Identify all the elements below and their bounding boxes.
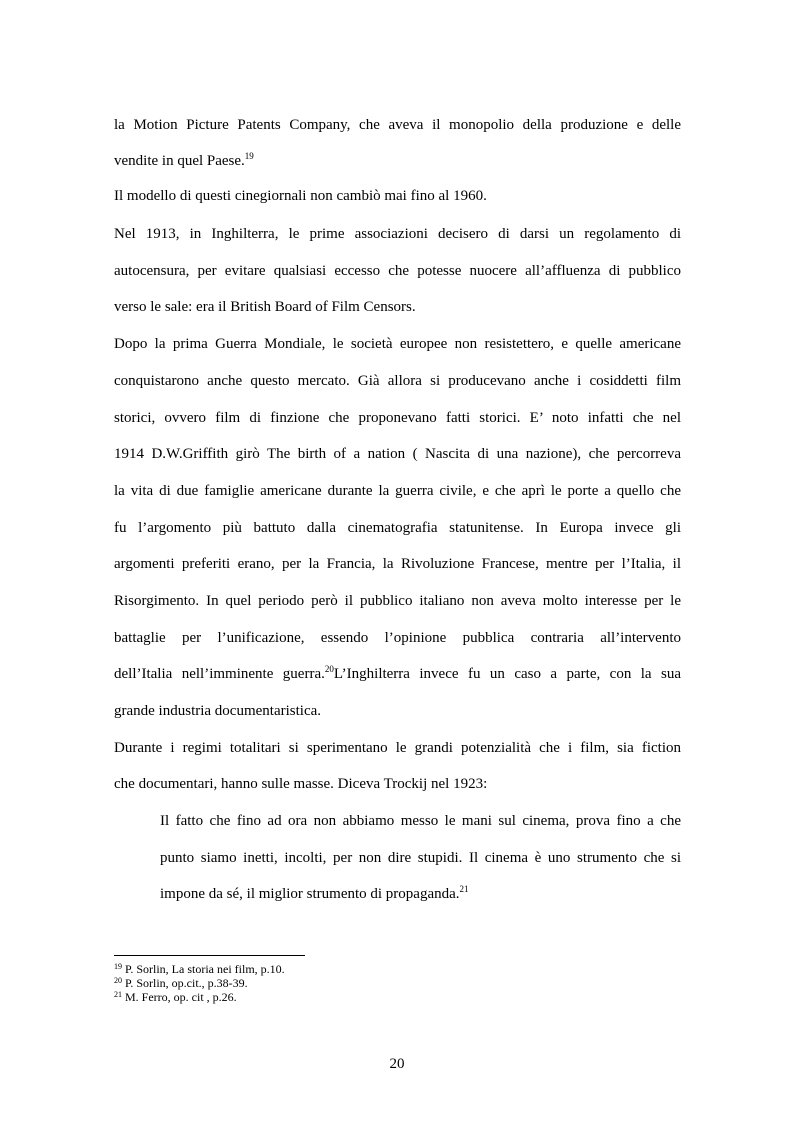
footnote-text: M. Ferro, op. cit , p.26. [125,990,237,1004]
footnote [114,977,248,990]
body-line: argomenti preferiti erano, per la Francia, la Rivoluzione Francese, mentre per l’Italia, il [114,556,681,572]
quote-line: punto siamo inetti, incolti, per non dire stupidi. Il cinema è uno strumento che si [160,850,681,866]
body-line: che documentari, hanno sulle masse. Diceva Trockij nel 1923: [114,776,488,792]
footnote-ref: 21 [459,884,469,894]
body-line: storici, ovvero film di finzione che proponevano fatti storici. E’ noto infatti che nel [114,410,681,426]
body-line: 1914 D.W.Griffith girò The birth of a nation ( Nascita di una nazione), che percorreva [114,446,681,462]
body-line: battaglie per l’unificazione, essendo l’opinione pubblica contraria all’intervento [114,630,681,646]
body-line: verso le sale: era il British Board of Film Censors. [114,299,416,315]
quote-line: impone da sé, il miglior strumento di propaganda.$^{21}$ [160,884,469,902]
body-line: Dopo la prima Guerra Mondiale, le società europee non resistettero, e quelle americane [114,336,681,352]
footnote-text: P. Sorlin, op.cit., p.38-39. [125,976,248,990]
body-line: vendite in quel Paese.$^{19}$ [114,151,254,169]
footnote-number: 19 [114,962,122,971]
footnote-ref: 19 [244,151,254,161]
footnote [114,991,237,1004]
body-line: conquistarono anche questo mercato. Già allora si producevano anche i cosiddetti film [114,373,681,389]
body-line: fu l’argomento più battuto dalla cinematografia statunitense. In Europa invece gli [114,520,681,536]
footnote-number: 20 [114,976,122,985]
body-line: autocensura, per evitare qualsiasi eccesso che potesse nuocere all’affluenza di pubblico [114,263,681,279]
quote-line: Il fatto che fino ad ora non abbiamo messo le mani sul cinema, prova fino a che [160,813,681,829]
footnote [114,963,285,976]
footnote-ref: 20 [324,664,334,674]
body-line: la vita di due famiglie americane durante la guerra civile, e che aprì le porte a quello che [114,483,681,499]
footnote-number: 21 [114,990,122,999]
body-line: la Motion Picture Patents Company, che aveva il monopolio della produzione e delle [114,117,681,133]
body-line: grande industria documentaristica. [114,703,322,719]
body-line: dell’Italia nell’imminente guerra.$^{20}$L’Inghilterra invece fu un caso a parte, con la sua [114,664,681,682]
body-line: Nel 1913, in Inghilterra, le prime associazioni decisero di darsi un regolamento di [114,226,681,242]
page-number: 20 [389,1056,405,1072]
body-line: Il modello di questi cinegiornali non cambiò mai fino al 1960. [114,188,487,204]
body-line: Risorgimento. In quel periodo però il pubblico italiano non aveva molto interesse per le [114,593,681,609]
footnote-text: P. Sorlin, La storia nei film, p.10. [125,962,285,976]
footnote-separator [114,955,305,956]
body-line: Durante i regimi totalitari si sperimentano le grandi potenzialità che i film, sia fiction [114,740,681,756]
